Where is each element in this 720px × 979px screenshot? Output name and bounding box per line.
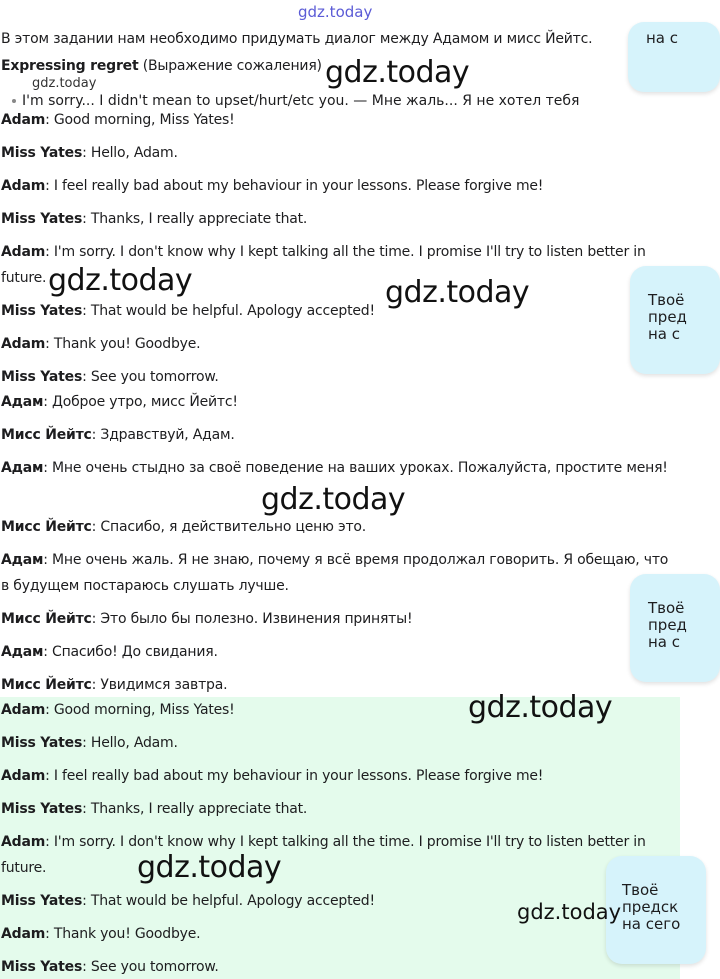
bubble-line: пред: [648, 616, 687, 634]
watermark-top: gdz.today: [298, 3, 373, 21]
dialog-line: [1, 547, 676, 599]
speaker: Adam: [1, 926, 46, 942]
utterance: : Hello, Adam.: [82, 145, 178, 161]
speaker: Adam: [1, 244, 46, 260]
utterance: : Thanks, I really appreciate that.: [82, 211, 308, 227]
watermark: gdz.today: [261, 482, 406, 517]
speaker: Adam: [1, 112, 46, 128]
section-heading-bold: Expressing regret: [1, 58, 139, 74]
utterance: : Hello, Adam.: [82, 735, 178, 751]
bubble-line: предск: [622, 898, 679, 916]
speaker: Miss Yates: [1, 369, 83, 385]
watermark: gdz.today: [48, 263, 193, 298]
dialog-line: [1, 145, 680, 161]
bullet-dot-icon: [12, 99, 16, 103]
speaker: Мисс Йейтс: [1, 611, 92, 627]
utterance: : Спасибо, я действительно ценю это.: [91, 519, 367, 535]
speaker: Miss Yates: [1, 801, 83, 817]
bubble-line: Твоё: [648, 291, 685, 309]
utterance: : Мне очень жаль. Я не знаю, почему я всё время продолжал говорить. Я обещаю, что в будущем постараюсь слушать лучше.: [1, 552, 669, 594]
dialog-line: [1, 926, 680, 942]
utterance: : Здравствуй, Адам.: [91, 427, 235, 443]
speaker: Miss Yates: [1, 211, 83, 227]
dialog-line: [1, 455, 676, 481]
speaker: Miss Yates: [1, 959, 83, 975]
dialog-line: [1, 303, 680, 319]
speaker: Adam: [1, 178, 46, 194]
speaker: Miss Yates: [1, 303, 83, 319]
speaker: Мисс Йейтс: [1, 677, 92, 693]
bullet-item: [12, 93, 579, 107]
utterance: : Увидимся завтра.: [91, 677, 228, 693]
prediction-bubble[interactable]: [630, 266, 720, 374]
utterance: : Это было бы полезно. Извинения приняты!: [91, 611, 413, 627]
dialog-line: [1, 427, 680, 443]
dialog-line: [1, 611, 680, 627]
bubble-line: на с: [646, 29, 679, 47]
speaker: Адам: [1, 394, 44, 410]
speaker: Адам: [1, 552, 44, 568]
dialog-line: [1, 959, 680, 975]
prediction-bubble[interactable]: [630, 574, 720, 682]
bubble-line: Твоё: [648, 599, 685, 617]
utterance: : Good morning, Miss Yates!: [45, 112, 235, 128]
bubble-line: Твоё: [622, 881, 659, 899]
speaker: Adam: [1, 768, 46, 784]
dialog-line: [1, 829, 676, 881]
dialog-line: [1, 394, 680, 410]
speaker: Adam: [1, 834, 46, 850]
utterance: : Thank you! Goodbye.: [45, 926, 201, 942]
watermark: gdz.today: [468, 690, 613, 725]
dialog-line: [1, 519, 680, 535]
utterance: : I'm sorry. I don't know why I kept talking all the time. I promise I'll try to listen better in future.: [1, 834, 646, 876]
utterance: : Thanks, I really appreciate that.: [82, 801, 308, 817]
dialog-line: [1, 178, 680, 194]
speaker: Adam: [1, 336, 46, 352]
watermark-small: gdz.today: [32, 76, 97, 91]
utterance: : Спасибо! До свидания.: [43, 644, 218, 660]
bubble-line: пред: [648, 308, 687, 326]
speaker: Adam: [1, 702, 46, 718]
dialog-line: [1, 369, 680, 385]
utterance: : I feel really bad about my behaviour in your lessons. Please forgive me!: [45, 768, 544, 784]
task-intro: В этом задании нам необходимо придумать диалог между Адамом и мисс Йейтс.: [1, 31, 593, 47]
speaker: Адам: [1, 644, 44, 660]
utterance: : Мне очень стыдно за своё поведение на ваших уроках. Пожалуйста, простите меня!: [43, 460, 668, 476]
watermark: gdz.today: [137, 850, 282, 885]
dialog-line: [1, 112, 680, 128]
bubble-line: на сего: [622, 915, 681, 933]
dialog-line: [1, 644, 680, 660]
dialog-line: [1, 735, 680, 751]
dialog-line: [1, 336, 680, 352]
bullet-text: I'm sorry... I didn't mean to upset/hurt/etc you. — Мне жаль... Я не хотел тебя: [22, 93, 580, 109]
speaker: Miss Yates: [1, 145, 83, 161]
utterance: : See you tomorrow.: [82, 369, 219, 385]
utterance: : I feel really bad about my behaviour in your lessons. Please forgive me!: [45, 178, 544, 194]
prediction-bubble[interactable]: [628, 22, 720, 92]
speaker: Мисс Йейтс: [1, 519, 92, 535]
utterance: : See you tomorrow.: [82, 959, 219, 975]
watermark: gdz.today: [325, 55, 470, 90]
utterance: : That would be helpful. Apology accepted!: [82, 303, 375, 319]
dialog-line: [1, 211, 680, 227]
section-heading-rest: (Выражение сожаления): [138, 58, 322, 74]
speaker: Miss Yates: [1, 893, 83, 909]
dialog-line: [1, 768, 680, 784]
utterance: : I'm sorry. I don't know why I kept talking all the time. I promise I'll try to listen better in future.: [1, 244, 646, 286]
bubble-line: на с: [648, 633, 681, 651]
watermark: gdz.today: [517, 900, 622, 924]
bubble-line: на с: [648, 325, 681, 343]
speaker: Miss Yates: [1, 735, 83, 751]
watermark: gdz.today: [385, 275, 530, 310]
utterance: : That would be helpful. Apology accepted!: [82, 893, 375, 909]
dialog-line: [1, 801, 680, 817]
utterance: : Thank you! Goodbye.: [45, 336, 201, 352]
speaker: Адам: [1, 460, 44, 476]
speaker: Мисс Йейтс: [1, 427, 92, 443]
utterance: : Доброе утро, мисс Йейтс!: [43, 394, 238, 410]
utterance: : Good morning, Miss Yates!: [45, 702, 235, 718]
